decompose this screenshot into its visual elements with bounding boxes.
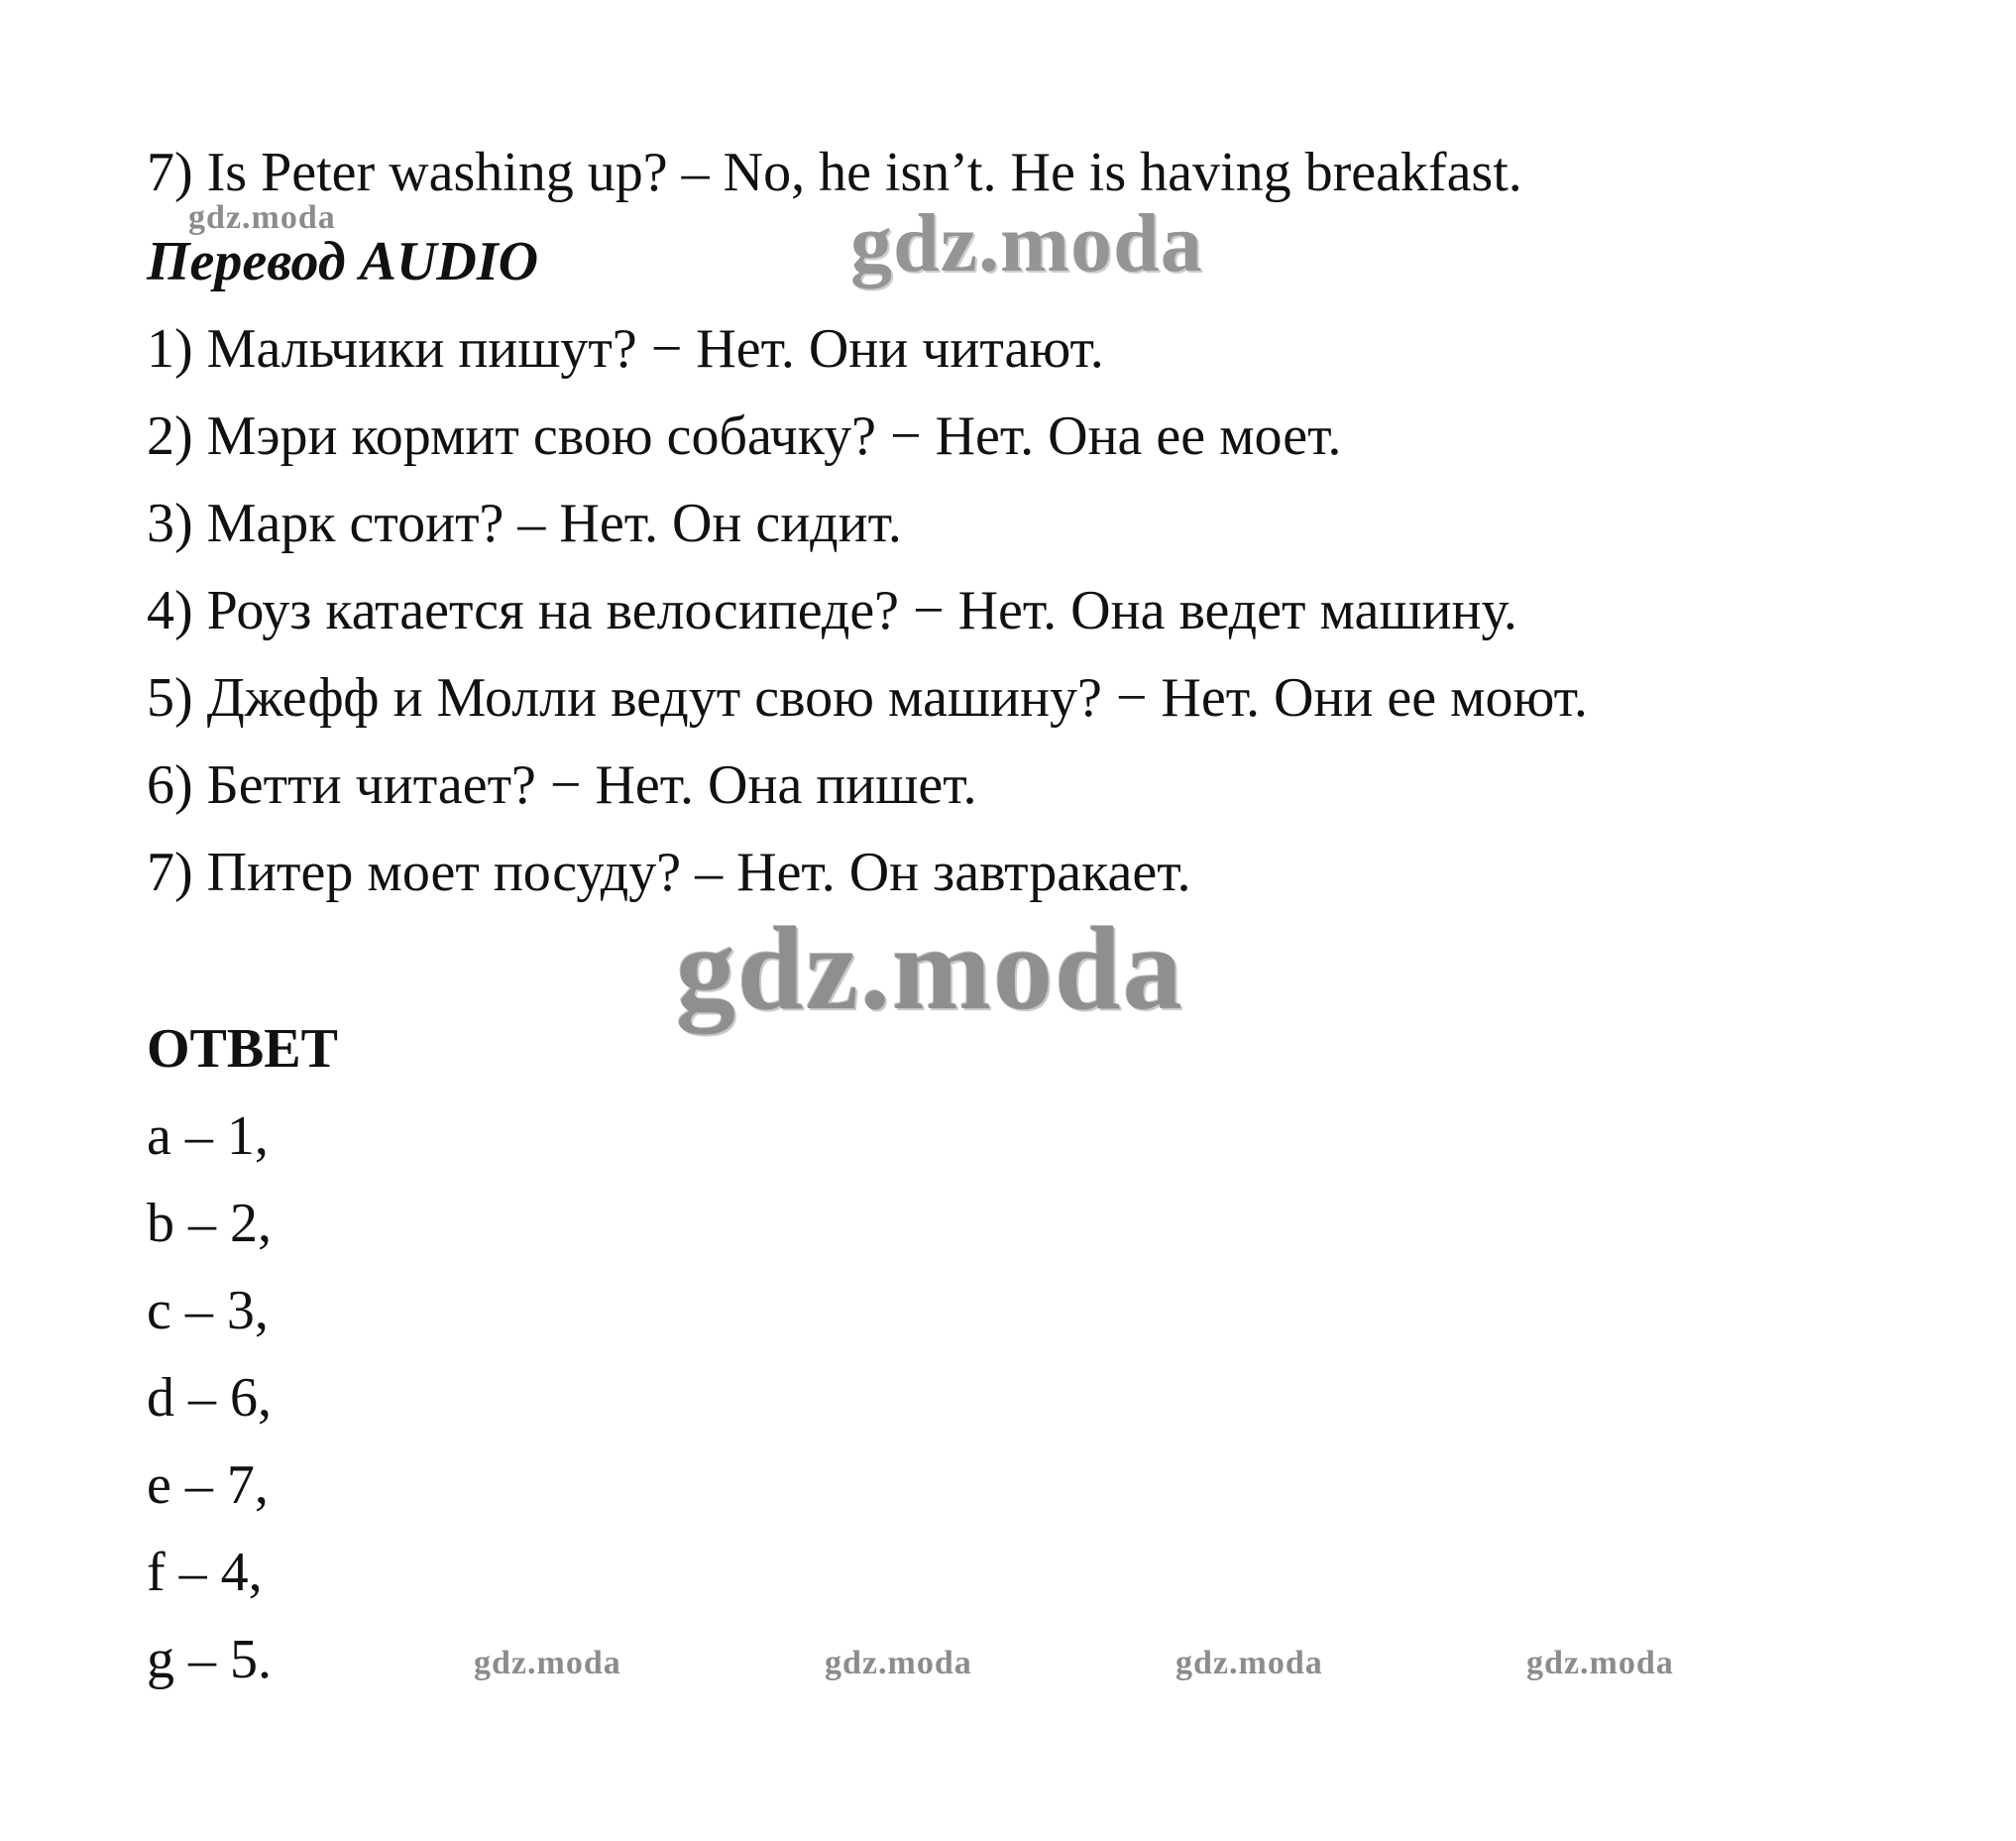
answer-line-f: f – 4, [147,1542,263,1603]
translation-line-2: 2) Мэри кормит свою собачку? − Нет. Она ее моет. [147,405,1342,467]
watermark-mid: gdz.moda [850,197,1203,289]
watermark-small-top: gdz.moda [188,199,336,236]
english-answer-line-7: 7) Is Peter washing up? – No, he isn’t. He is having breakfast. [147,142,1522,203]
translation-heading: Перевод AUDIO [147,231,539,292]
translation-line-4: 4) Роуз катается на велосипеде? − Нет. Она ведет машину. [147,580,1517,641]
watermark-small-2: gdz.moda [825,1645,972,1681]
answer-line-a: a – 1, [147,1105,269,1167]
answer-line-d: d – 6, [147,1367,272,1429]
translation-line-1: 1) Мальчики пишут? − Нет. Они читают. [147,318,1104,380]
watermark-large: gdz.moda [676,902,1184,1034]
answer-line-e: e – 7, [147,1454,269,1516]
translation-line-6: 6) Бетти читает? − Нет. Она пишет. [147,754,977,816]
translation-line-7: 7) Питер моет посуду? – Нет. Он завтракает. [147,842,1191,903]
watermark-small-1: gdz.moda [474,1645,621,1681]
answer-line-g: g – 5. [147,1629,272,1690]
translation-line-5: 5) Джефф и Молли ведут свою машину? − Нет. Они ее моют. [147,667,1588,729]
watermark-small-4: gdz.moda [1526,1645,1674,1681]
answer-line-b: b – 2, [147,1193,272,1254]
answer-line-c: c – 3, [147,1280,269,1341]
watermark-small-3: gdz.moda [1176,1645,1323,1681]
answer-heading: ОТВЕТ [147,1018,338,1080]
translation-line-3: 3) Марк стоит? – Нет. Он сидит. [147,493,902,554]
